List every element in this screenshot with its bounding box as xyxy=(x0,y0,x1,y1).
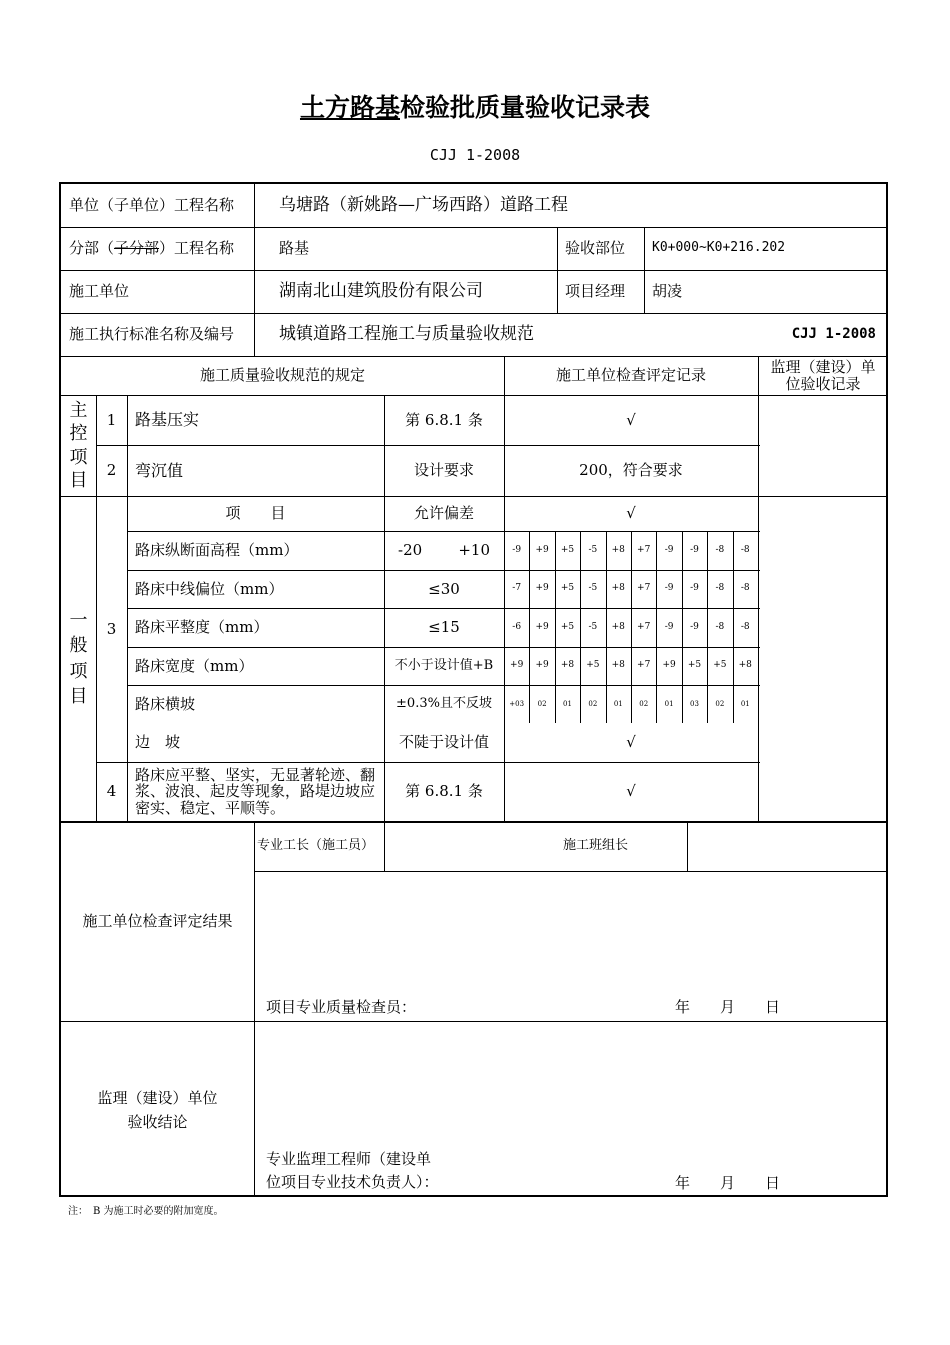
main-item-1-no: 1 xyxy=(106,410,117,429)
measurement-cell: 02 xyxy=(537,699,547,708)
measurement-cell: +7 xyxy=(637,660,651,671)
general-item-4-text: 路床应平整、坚实，无显著轮迹、翻浆、波浪、起皮等现象，路堤边坡应密实、稳定、平顺等。 xyxy=(135,765,376,817)
foreman-label: 专业工长（施工员） xyxy=(257,837,375,853)
project-manager-value: 胡凌 xyxy=(652,282,683,301)
measurement-cell: 02 xyxy=(715,699,725,708)
contractor-value: 湖南北山建筑股份有限公司 xyxy=(279,280,483,301)
general-row-1-tolerance xyxy=(384,531,504,570)
measurement-cell: 01 xyxy=(613,699,623,708)
division-value: 路基 xyxy=(279,239,310,258)
supervision-label-line-2: 验收结论 xyxy=(127,1112,188,1131)
contractor-label: 施工单位 xyxy=(69,282,130,301)
tolerance-lower: -20 xyxy=(398,541,423,560)
unit-name-value: 乌塘路（新姚路—广场西路）道路工程 xyxy=(279,194,568,215)
measurement-cell: +03 xyxy=(509,699,525,708)
measurement-cell: +9 xyxy=(535,544,549,555)
general-row-3-name: 路床平整度（mm） xyxy=(135,618,269,637)
title-underlined: 土方路基 xyxy=(299,93,400,122)
contractor-result-label: 施工单位检查评定结果 xyxy=(82,911,233,930)
measurement-cell: -6 xyxy=(512,621,522,632)
main-item-2-req: 设计要求 xyxy=(413,461,474,480)
measurement-cell: -8 xyxy=(715,621,725,632)
main-item-1-name: 路基压实 xyxy=(135,410,200,429)
measurement-cell: +7 xyxy=(637,583,651,594)
measurement-cell: -9 xyxy=(664,544,674,555)
standard-code: CJJ 1-2008 xyxy=(429,146,521,164)
measurement-cell: +9 xyxy=(535,621,549,632)
measurement-cell: 03 xyxy=(690,699,699,708)
main-item-2-result: 200，符合要求 xyxy=(579,461,683,480)
spec-code: CJJ 1-2008 xyxy=(791,325,876,342)
measurement-cell: +7 xyxy=(637,544,651,555)
measurement-cell: +5 xyxy=(560,621,575,632)
slope-name: 边 坡 xyxy=(135,733,181,752)
general-row-2-tolerance: ≤30 xyxy=(428,579,460,598)
measurement-cell: -5 xyxy=(588,583,598,594)
contractor-date: 年 月 日 xyxy=(675,997,781,1016)
measurement-cell: -8 xyxy=(740,621,750,632)
measurement-cell: +5 xyxy=(687,660,702,671)
general-item-3-no: 3 xyxy=(106,619,117,638)
measurement-cell: +8 xyxy=(611,621,625,632)
measurement-cell: -8 xyxy=(715,583,725,594)
measurement-cell: +9 xyxy=(662,660,676,671)
division-label-prefix: 分部（ xyxy=(69,239,115,258)
measurement-cell: -9 xyxy=(512,544,522,555)
division-label-struck: 子分部 xyxy=(114,239,160,258)
general-row-4-name: 路床宽度（mm） xyxy=(135,656,254,675)
general-item-4-req: 第 6.8.1 条 xyxy=(405,782,483,801)
measurement-cell: +5 xyxy=(560,544,575,555)
measurement-cell: +8 xyxy=(560,660,575,671)
measurement-cell: +8 xyxy=(611,583,625,594)
spec-value: 城镇道路工程施工与质量验收规范 xyxy=(279,323,534,344)
tolerance-upper: +10 xyxy=(458,541,490,560)
team-leader-label: 施工班组长 xyxy=(562,837,628,853)
measurement-cell: 01 xyxy=(664,699,674,708)
measurement-cell: +9 xyxy=(510,660,524,671)
col-spec-header: 施工质量验收规范的规定 xyxy=(199,366,365,385)
general-label: 一般项目 xyxy=(69,610,88,707)
division-label-suffix: ）工程名称 xyxy=(159,239,235,258)
measurement-cell: +8 xyxy=(611,660,625,671)
col-check-header: 施工单位检查评定记录 xyxy=(555,366,706,385)
main-control-label: 主控项目 xyxy=(69,399,88,491)
measurement-cell: +8 xyxy=(611,544,625,555)
supervision-label-line-1: 监理（建设）单位 xyxy=(97,1088,218,1107)
engineer-line-1: 专业监理工程师（建设单 xyxy=(266,1149,432,1168)
footnote: 注： B 为施工时必要的附加宽度。 xyxy=(68,1206,224,1217)
general-item-4-no: 4 xyxy=(106,782,117,801)
measurement-cell: 01 xyxy=(740,699,750,708)
measurement-cell: -8 xyxy=(740,544,750,555)
measurement-cell: -8 xyxy=(715,544,725,555)
supervision-result-label xyxy=(61,1022,254,1197)
slope-tolerance: 不陡于设计值 xyxy=(398,733,489,752)
general-head-item: 项 目 xyxy=(225,504,286,523)
general-row-2-name: 路床中线偏位（mm） xyxy=(135,579,284,598)
measurement-cell: +9 xyxy=(535,583,549,594)
engineer-line-2: 位项目专业技术负责人）： xyxy=(266,1173,439,1191)
measurement-cell: -9 xyxy=(690,621,699,632)
general-row-3-tolerance: ≤15 xyxy=(428,618,460,637)
general-item-4-result: √ xyxy=(626,782,636,801)
measurement-cell: -8 xyxy=(740,583,750,594)
measurement-cell: -5 xyxy=(588,621,598,632)
slope-result: √ xyxy=(626,733,636,752)
measurement-cell: +9 xyxy=(535,660,549,671)
form-title xyxy=(0,88,950,124)
spec-label: 施工执行标准名称及编号 xyxy=(69,325,235,344)
acceptance-part-label: 验收部位 xyxy=(565,239,626,258)
main-item-1-req: 第 6.8.1 条 xyxy=(405,410,483,429)
measurement-cell: -9 xyxy=(664,583,674,594)
general-row-5-name: 路床横坡 xyxy=(135,694,196,713)
measurement-cell: +5 xyxy=(713,660,727,671)
title-rest: 检验批质量验收记录表 xyxy=(400,93,651,122)
measurement-cell: 02 xyxy=(588,699,598,708)
measurement-cell: +5 xyxy=(586,660,600,671)
general-row-5-tolerance: ±0.3%且不反坡 xyxy=(396,695,492,711)
record-table xyxy=(59,182,888,1197)
measurement-cell: +8 xyxy=(738,660,752,671)
measurement-cell: +7 xyxy=(637,621,651,632)
division-label xyxy=(61,227,254,270)
measurement-cell: 02 xyxy=(639,699,649,708)
unit-name-label: 单位（子单位）工程名称 xyxy=(69,196,235,215)
measurement-cell: -5 xyxy=(588,544,598,555)
measurement-cell: -9 xyxy=(690,544,699,555)
general-row-1-name: 路床纵断面高程（mm） xyxy=(135,541,299,560)
project-manager-label: 项目经理 xyxy=(565,282,626,301)
measurement-cell: -9 xyxy=(664,621,674,632)
measurement-cell: 01 xyxy=(563,699,572,708)
measurement-cell: +5 xyxy=(560,583,575,594)
measurement-cell: -9 xyxy=(690,583,699,594)
col-supervision-header: 监理（建设）单位验收记录 xyxy=(770,358,876,393)
inspector-label: 项目专业质量检查员： xyxy=(266,997,417,1016)
main-item-1-result: √ xyxy=(626,410,636,429)
main-item-2-no: 2 xyxy=(106,461,117,480)
measurement-cell: -7 xyxy=(512,583,522,594)
general-row-4-tolerance: 不小于设计值+B xyxy=(394,657,494,673)
supervision-date: 年 月 日 xyxy=(675,1173,781,1192)
supervision-engineer-label xyxy=(258,1146,518,1196)
general-head-check: √ xyxy=(626,504,636,523)
main-item-2-name: 弯沉值 xyxy=(135,460,184,480)
general-head-tolerance: 允许偏差 xyxy=(413,504,474,523)
acceptance-part-value: K0+000~K0+216.202 xyxy=(652,240,786,256)
